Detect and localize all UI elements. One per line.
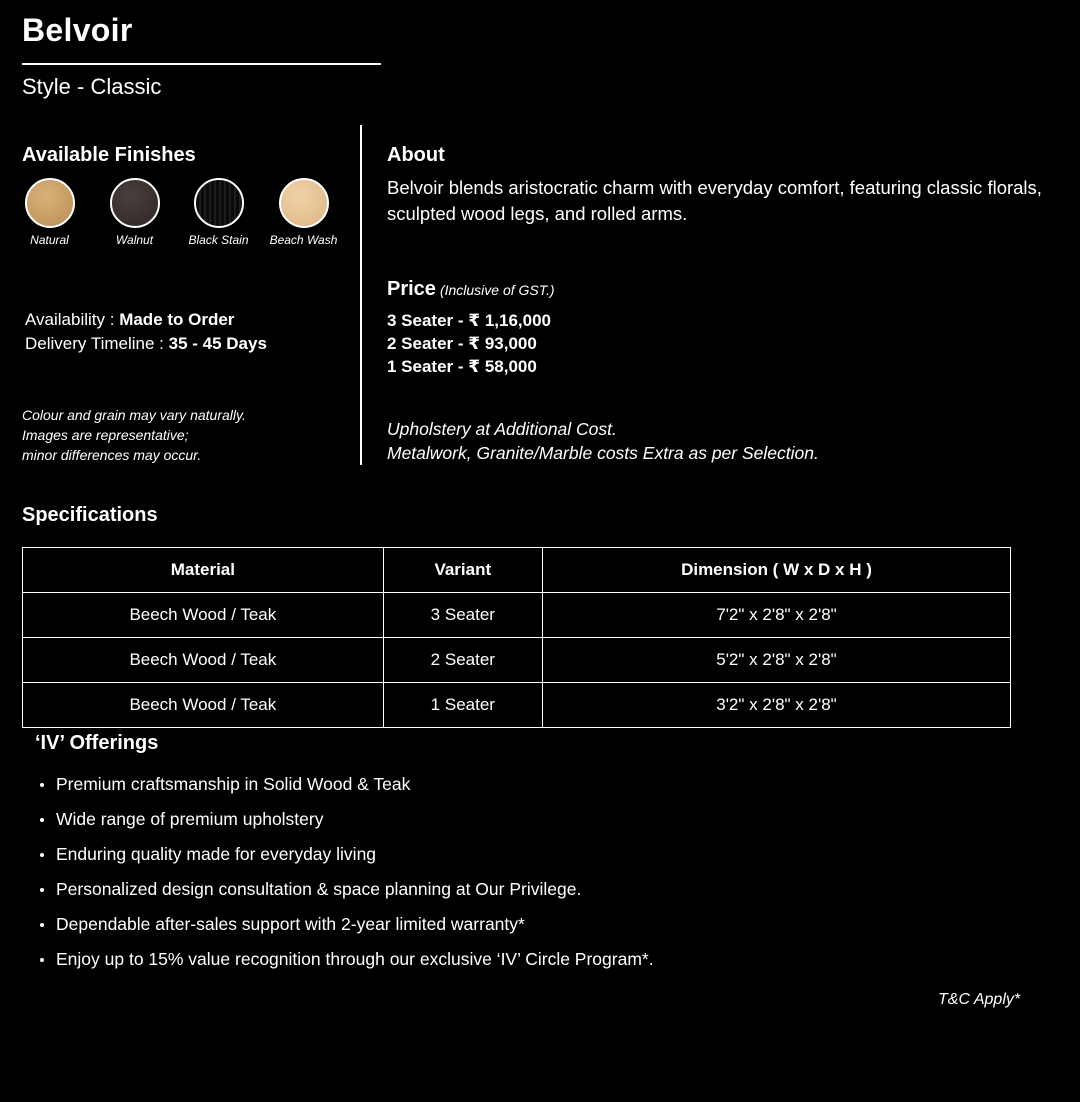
table-cell: Beech Wood / Teak [23,638,384,683]
about-text: Belvoir blends aristocratic charm with everyday comfort, featuring classic florals, sculpted wood legs, and rolled arms. [387,177,1042,224]
table-cell: 3 Seater [383,593,542,638]
finish-color-natural [25,178,75,228]
price-note: (Inclusive of GST.) [439,282,555,298]
list-item: Wide range of premium upholstery [38,806,654,841]
finish-label: Natural [30,233,69,247]
finish-color-walnut [110,178,160,228]
finish-swatch-beach-wash[interactable] [261,178,346,247]
finish-label: Walnut [115,233,154,247]
extra-costs-note: Upholstery at Additional Cost. Metalwork, Granite/Marble costs Extra as per Selection. [387,419,819,463]
table-cell: Beech Wood / Teak [23,683,384,728]
table-row [23,683,1011,728]
specifications-heading: Specifications [22,504,158,526]
availability-row: Availability : Made to Order [25,310,235,329]
availability-value: Made to Order [119,310,235,329]
product-title: Belvoir [22,12,133,48]
table-row [23,638,1011,683]
product-style: Style - Classic [22,74,162,99]
table-header-row [23,548,1011,593]
table-cell: 3'2" x 2'8" x 2'8" [542,683,1010,728]
availability-block [25,308,267,356]
finish-swatch-black-stain[interactable] [176,178,261,247]
finish-color-beach-wash [279,178,329,228]
offerings-list [38,771,654,981]
specifications-table [22,547,1011,728]
price-item: 3 Seater - ₹ 1,16,000 [387,311,551,330]
finish-label: Beach Wash [269,233,338,247]
delivery-value: 35 - 45 Days [168,334,267,353]
column-header: Variant [383,548,542,593]
finish-color-black-stain [194,178,244,228]
finishes-heading: Available Finishes [22,144,196,166]
price-list [387,309,551,378]
price-heading: Price (Inclusive of GST.) [387,278,555,300]
finish-swatch-walnut[interactable] [92,178,177,247]
finish-swatch-natural[interactable] [7,178,92,247]
offerings-heading: ‘IV’ Offerings [35,732,159,754]
table-cell: 5'2" x 2'8" x 2'8" [542,638,1010,683]
table-row [23,593,1011,638]
table-cell: 1 Seater [383,683,542,728]
table-cell: 7'2" x 2'8" x 2'8" [542,593,1010,638]
about-heading: About [387,144,445,166]
list-item: Enjoy up to 15% value recognition through our exclusive ‘IV’ Circle Program*. [38,946,654,981]
table-cell: 2 Seater [383,638,542,683]
column-header: Material [23,548,384,593]
title-divider [22,63,381,65]
list-item: Premium craftsmanship in Solid Wood & Teak [38,771,654,806]
delivery-row: Delivery Timeline : 35 - 45 Days [25,334,267,353]
finish-label: Black Stain [188,233,249,247]
list-item: Personalized design consultation & space planning at Our Privilege. [38,876,654,911]
terms-note: T&C Apply* [938,991,1021,1008]
list-item: Enduring quality made for everyday living [38,841,654,876]
column-divider [360,125,362,465]
price-item: 2 Seater - ₹ 93,000 [387,334,537,353]
disclaimer-note: Colour and grain may vary naturally. Images are representative; minor differences may occur. [22,407,246,463]
column-header: Dimension ( W x D x H ) [542,548,1010,593]
price-item: 1 Seater - ₹ 58,000 [387,357,537,376]
finish-swatches [22,178,362,248]
table-cell: Beech Wood / Teak [23,593,384,638]
list-item: Dependable after-sales support with 2-year limited warranty* [38,911,654,946]
